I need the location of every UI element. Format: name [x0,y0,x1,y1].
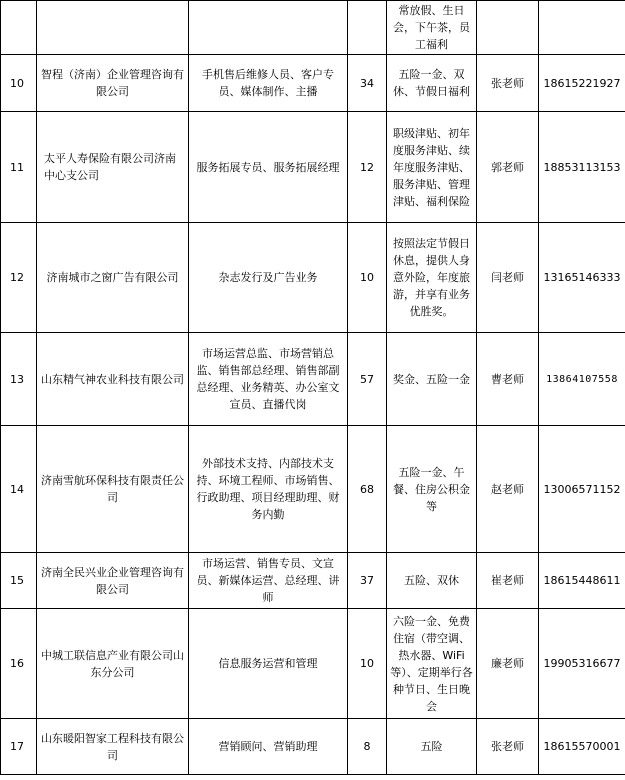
job-positions: 营销顾问、营销助理 [189,719,348,775]
hiring-count: 12 [348,112,387,223]
job-positions [189,1,348,55]
company-name [37,1,189,55]
contact-phone: 18615221927 [539,55,625,112]
benefits: 五险一金、双休、节假日福利 [387,55,477,112]
benefits: 按照法定节假日休息，提供人身意外险，年度旅游，并享有业务优胜奖。 [387,223,477,333]
table-row [1,719,625,775]
hiring-count: 8 [348,719,387,775]
hiring-count: 10 [348,223,387,333]
job-positions: 外部技术支持、内部技术支持、环境工程师、市场销售、行政助理、项目经理助理、财务内勤 [189,426,348,553]
company-name: 济南全民兴业企业管理咨询有限公司 [37,553,189,609]
contact-person [477,1,539,55]
company-name: 山东精气神农业科技有限公司 [37,333,189,426]
contact-phone [539,1,625,55]
hiring-count: 10 [348,609,387,719]
row-number: 13 [1,333,37,426]
benefits: 职级津贴、初年度服务津贴、续年度服务津贴、服务津贴、管理津贴、福利保险 [387,112,477,223]
contact-phone: 18615448611 [539,553,625,609]
job-positions: 市场运营、销售专员、文宣员、新媒体运营、总经理、讲师 [189,553,348,609]
row-number: 17 [1,719,37,775]
hiring-count: 57 [348,333,387,426]
row-number: 10 [1,55,37,112]
table-row [1,55,625,112]
benefits: 奖金、五险一金 [387,333,477,426]
benefits: 五险一金、午餐、住房公积金等 [387,426,477,553]
row-number [1,1,37,55]
table-row [1,112,625,223]
contact-person: 曹老师 [477,333,539,426]
company-name: 济南城市之窗广告有限公司 [37,223,189,333]
job-positions: 杂志发行及广告业务 [189,223,348,333]
job-positions: 市场运营总监、市场营销总监、销售部总经理、销售部副总经理、业务精英、办公室文宣员、直播代岗 [189,333,348,426]
table-row [1,333,625,426]
table-row [1,609,625,719]
contact-phone: 13165146333 [539,223,625,333]
benefits: 五险、双休 [387,553,477,609]
contact-phone: 18853113153 [539,112,625,223]
company-name: 济南雪航环保科技有限责任公司 [37,426,189,553]
contact-person: 张老师 [477,719,539,775]
company-name: 中城工联信息产业有限公司山东分公司 [37,609,189,719]
table-row [1,223,625,333]
contact-person: 崔老师 [477,553,539,609]
table-row [1,1,625,55]
contact-phone: 13006571152 [539,426,625,553]
job-positions: 信息服务运营和管理 [189,609,348,719]
row-number: 14 [1,426,37,553]
contact-person: 郭老师 [477,112,539,223]
contact-person: 闫老师 [477,223,539,333]
contact-phone: 19905316677 [539,609,625,719]
contact-phone: 13864107558 [539,333,625,426]
row-number: 12 [1,223,37,333]
job-positions: 手机售后维修人员、客户专员、媒体制作、主播 [189,55,348,112]
job-positions: 服务拓展专员、服务拓展经理 [189,112,348,223]
contact-phone: 18615570001 [539,719,625,775]
hiring-count: 34 [348,55,387,112]
hiring-count: 37 [348,553,387,609]
benefits: 常放假、生日会，下午茶，员工福利 [387,1,477,55]
company-name: 太平人寿保险有限公司济南中心支公司 [37,112,189,223]
contact-person: 赵老师 [477,426,539,553]
hiring-count [348,1,387,55]
company-name: 智程（济南）企业管理咨询有限公司 [37,55,189,112]
row-number: 16 [1,609,37,719]
company-name: 山东暖阳智家工程科技有限公司 [37,719,189,775]
row-number: 11 [1,112,37,223]
table-row [1,426,625,553]
contact-person: 廉老师 [477,609,539,719]
benefits: 六险一金、免费住宿（带空调、热水器、WiFi等）、定期举行各种节日、生日晚会 [387,609,477,719]
contact-person: 张老师 [477,55,539,112]
row-number: 15 [1,553,37,609]
hiring-count: 68 [348,426,387,553]
benefits: 五险 [387,719,477,775]
table-row [1,553,625,609]
